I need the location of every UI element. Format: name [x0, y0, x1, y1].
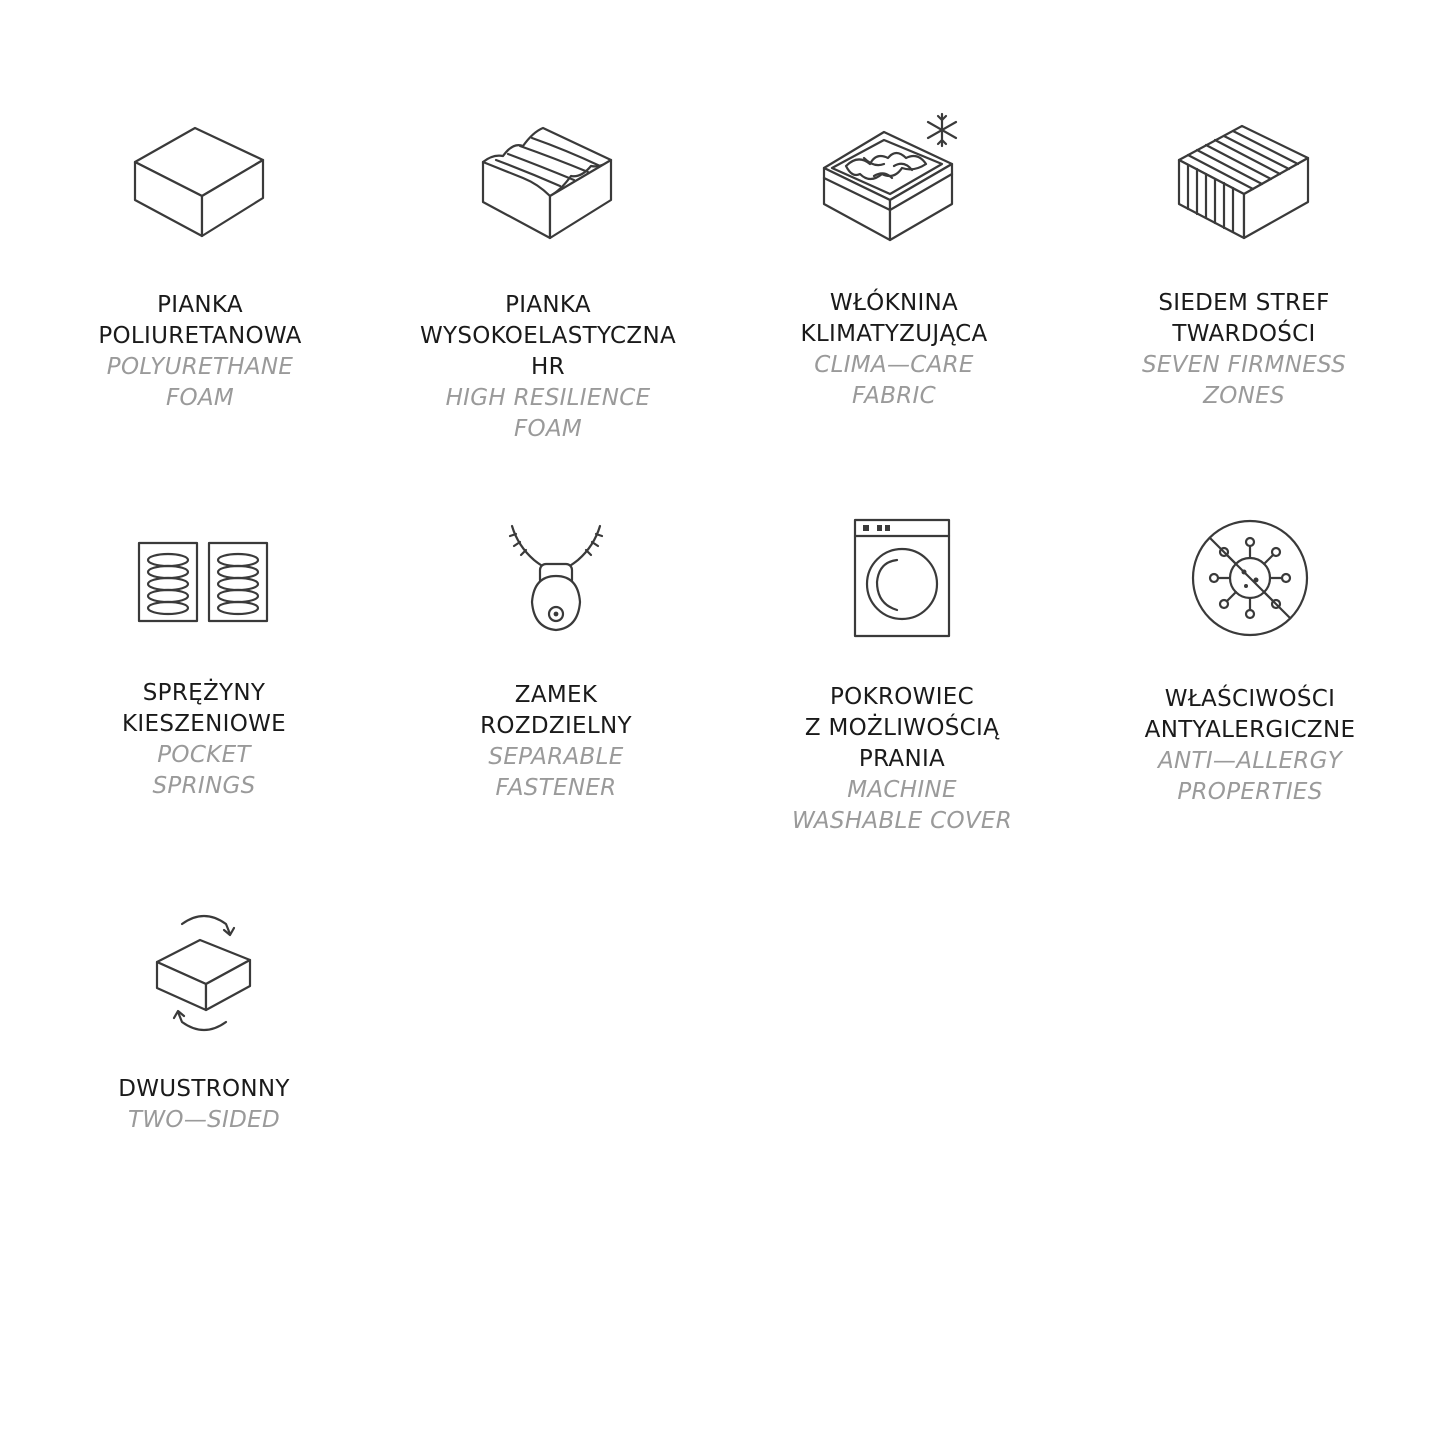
- feature-title-en: TWO—SIDED: [128, 1107, 280, 1133]
- clima-care-fabric-icon: [724, 108, 1064, 288]
- anti-allergy-icon: [1080, 518, 1420, 684]
- feature-title-en: ANTI—ALLERGY PROPERTIES: [1157, 748, 1343, 805]
- feature-title-en: POCKET SPRINGS: [152, 742, 256, 799]
- feature-pocket-springs: [34, 540, 374, 802]
- firmness-zones-icon: [1074, 120, 1414, 288]
- two-sided-icon: [34, 910, 374, 1074]
- feature-title-pl: SPRĘŻYNY KIESZENIOWE: [122, 680, 286, 737]
- feature-separable-fastener: [386, 516, 726, 804]
- feature-polyurethane-foam: [30, 120, 370, 414]
- snowflake-icon: [928, 114, 956, 146]
- feature-title-pl: PIANKA WYSOKOELASTYCZNA HR: [419, 292, 677, 380]
- feature-title-en: SEVEN FIRMNESS ZONES: [1141, 352, 1347, 409]
- feature-hr-foam: [378, 120, 718, 445]
- feature-firmness-zones: [1074, 120, 1414, 412]
- feature-title-en: MACHINE WASHABLE COVER: [791, 777, 1012, 834]
- hr-foam-icon: [378, 120, 718, 290]
- feature-title-pl: POKROWIEC Z MOŻLIWOŚCIĄ PRANIA: [804, 684, 1000, 772]
- feature-title-pl: DWUSTRONNY: [118, 1076, 290, 1102]
- feature-title-en: CLIMA—CARE FABRIC: [814, 352, 974, 409]
- feature-title-pl: WŁAŚCIWOŚCI ANTYALERGICZNE: [1144, 686, 1356, 743]
- feature-title-en: POLYURETHANE FOAM: [106, 354, 294, 411]
- feature-title-pl: SIEDEM STREF TWARDOŚCI: [1158, 290, 1330, 347]
- zipper-icon: [386, 516, 726, 680]
- polyurethane-foam-icon: [30, 120, 370, 290]
- feature-title-pl: PIANKA POLIURETANOWA: [98, 292, 302, 349]
- feature-anti-allergy: [1080, 518, 1420, 808]
- feature-title-en: SEPARABLE FASTENER: [488, 744, 624, 801]
- feature-title-en: HIGH RESILIENCE FOAM: [445, 385, 651, 442]
- feature-machine-washable-cover: [732, 518, 1072, 837]
- feature-title-pl: WŁÓKNINA KLIMATYZUJĄCA: [800, 290, 988, 347]
- feature-clima-care-fabric: [724, 108, 1064, 412]
- washing-machine-icon: [732, 518, 1072, 682]
- feature-two-sided: [34, 910, 374, 1136]
- pocket-springs-icon: [34, 540, 374, 678]
- feature-title-pl: ZAMEK ROZDZIELNY: [480, 682, 632, 739]
